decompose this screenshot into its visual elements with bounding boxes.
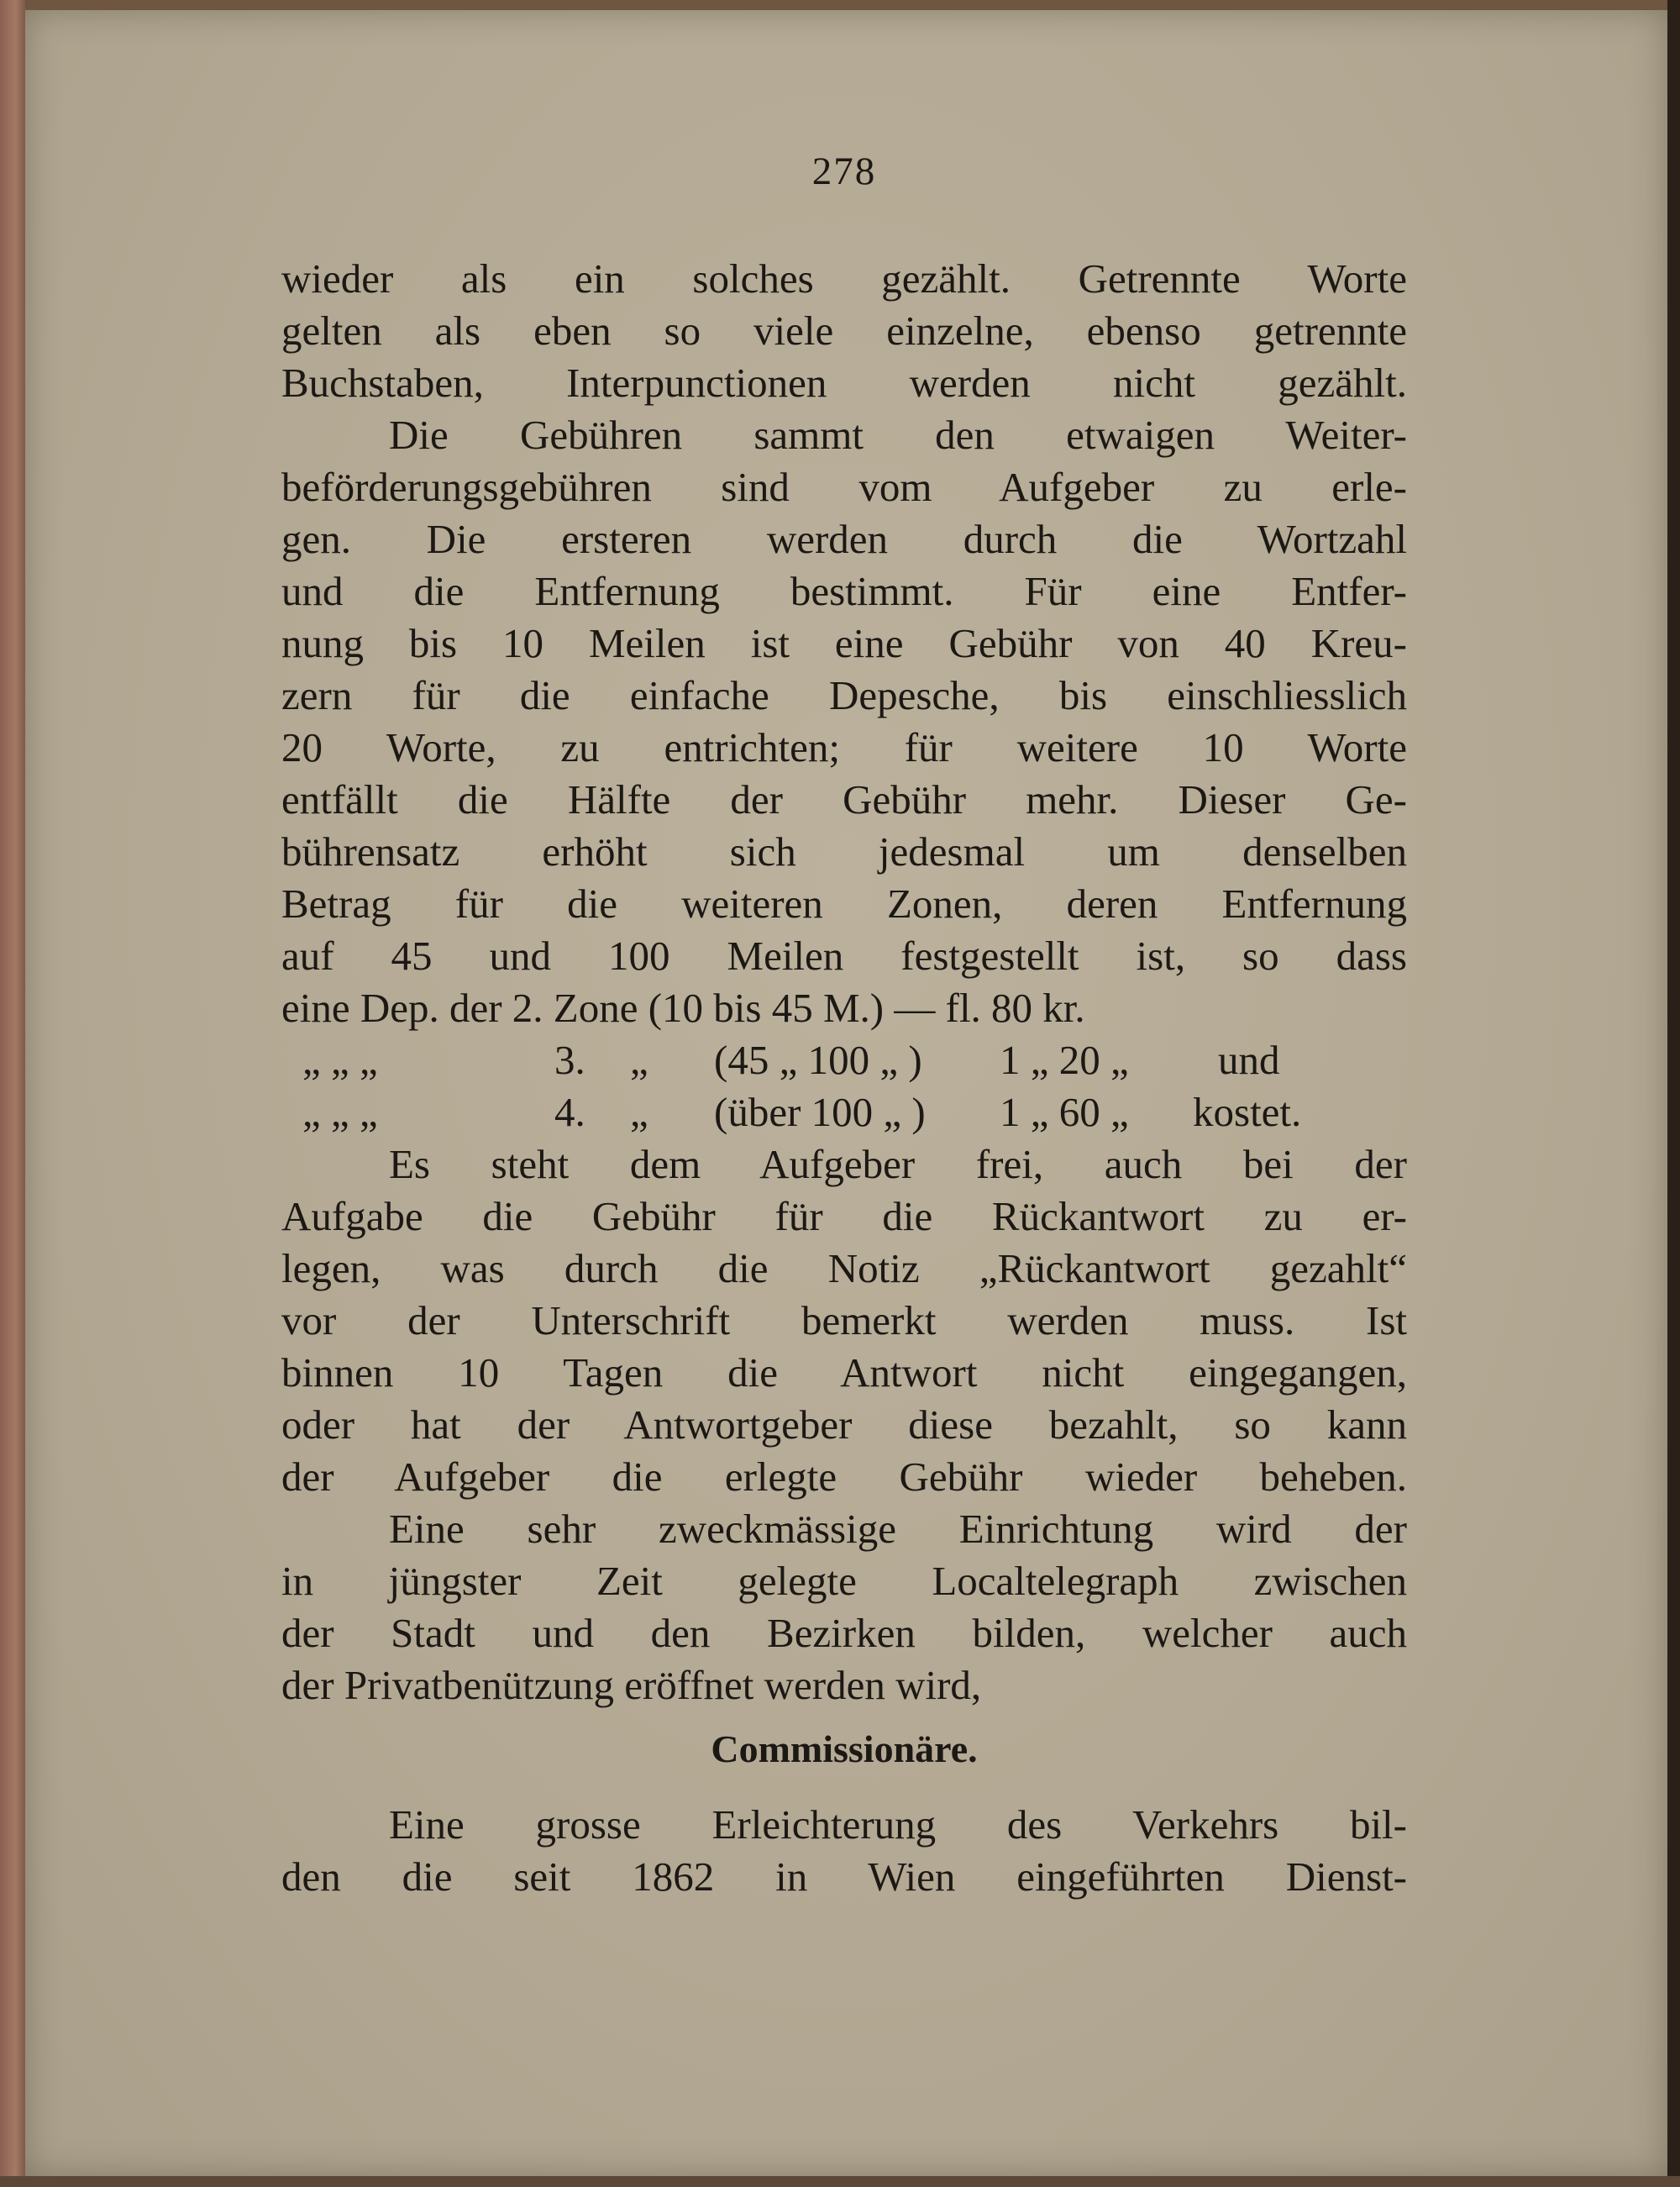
text-line: den die seit 1862 in Wien eingeführten Dienst- [281, 1853, 1407, 1900]
text-line: Eine grosse Erleichterung des Verkehrs bil- [389, 1801, 1407, 1848]
text-line: in jüngster Zeit gelegte Localtelegraph zwischen [281, 1558, 1407, 1604]
tariff-range: (45 „ 100 „ ) [714, 1037, 922, 1083]
text-line: vor der Unterschrift bemerkt werden muss. Ist [281, 1297, 1407, 1343]
text-line: zern für die einfache Depesche, bis einschliesslich [281, 672, 1407, 718]
text-line: Es steht dem Aufgeber frei, auch bei der [389, 1141, 1407, 1187]
tariff-ditto: „ [630, 1037, 648, 1083]
book-spine-edge [0, 0, 25, 2187]
book-right-edge [1667, 0, 1680, 2187]
book-page [25, 10, 1667, 2176]
tariff-fee: 1 „ 60 „ [1000, 1089, 1129, 1135]
tariff-ditto: „ „ „ [302, 1089, 378, 1135]
text-line: binnen 10 Tagen die Antwort nicht eingegangen, [281, 1349, 1407, 1396]
text-line: bührensatz erhöht sich jedesmal um denselben [281, 828, 1407, 875]
text-line: der Aufgeber die erlegte Gebühr wieder beheben. [281, 1454, 1407, 1500]
text-line: auf 45 und 100 Meilen festgestellt ist, so dass [281, 933, 1407, 979]
text-line: und die Entfernung bestimmt. Für eine Entfer- [281, 568, 1407, 614]
section-heading: Commissionäre. [711, 1727, 978, 1770]
text-line: eine Dep. der 2. Zone (10 bis 45 M.) — fl. 80 kr. [281, 985, 1085, 1031]
page-number: 278 [811, 150, 877, 193]
tariff-row [281, 1035, 1407, 1086]
text-line: gelten als eben so viele einzelne, ebenso getrennte [281, 308, 1407, 354]
text-line: der Privatbenützung eröffnet werden wird, [281, 1662, 982, 1708]
tariff-row [281, 1087, 1407, 1138]
tariff-range: (über 100 „ ) [714, 1089, 926, 1135]
tariff-fee: 1 „ 20 „ [1000, 1037, 1129, 1083]
tariff-tail: und [1218, 1037, 1280, 1083]
text-line: Eine sehr zweckmässige Einrichtung wird der [389, 1506, 1407, 1552]
text-line: 20 Worte, zu entrichten; für weitere 10 Worte [281, 724, 1407, 770]
tariff-ditto: „ [630, 1089, 648, 1135]
book-bottom-edge [0, 2176, 1680, 2187]
text-line: Buchstaben, Interpunctionen werden nicht gezählt. [281, 360, 1407, 406]
text-line: beförderungsgebühren sind vom Aufgeber zu erle- [281, 464, 1407, 510]
text-line: nung bis 10 Meilen ist eine Gebühr von 40 Kreu- [281, 620, 1407, 666]
text-line: der Stadt und den Bezirken bilden, welcher auch [281, 1610, 1407, 1656]
text-line: Die Gebühren sammt den etwaigen Weiter- [389, 412, 1407, 458]
tariff-zone: 3. [554, 1037, 585, 1083]
text-line: legen, was durch die Notiz „Rückantwort gezahlt“ [281, 1245, 1407, 1291]
text-line: gen. Die ersteren werden durch die Wortzahl [281, 516, 1407, 562]
text-line: Betrag für die weiteren Zonen, deren Entfernung [281, 881, 1407, 927]
tariff-zone: 4. [554, 1089, 585, 1135]
text-line: Aufgabe die Gebühr für die Rückantwort zu er- [281, 1193, 1407, 1239]
text-line: wieder als ein solches gezählt. Getrennte Worte [281, 255, 1407, 302]
tariff-tail: kostet. [1193, 1089, 1302, 1135]
text-line: oder hat der Antwortgeber diese bezahlt, so kann [281, 1401, 1407, 1448]
tariff-ditto: „ „ „ [302, 1037, 378, 1083]
text-line: entfällt die Hälfte der Gebühr mehr. Dieser Ge- [281, 776, 1407, 823]
